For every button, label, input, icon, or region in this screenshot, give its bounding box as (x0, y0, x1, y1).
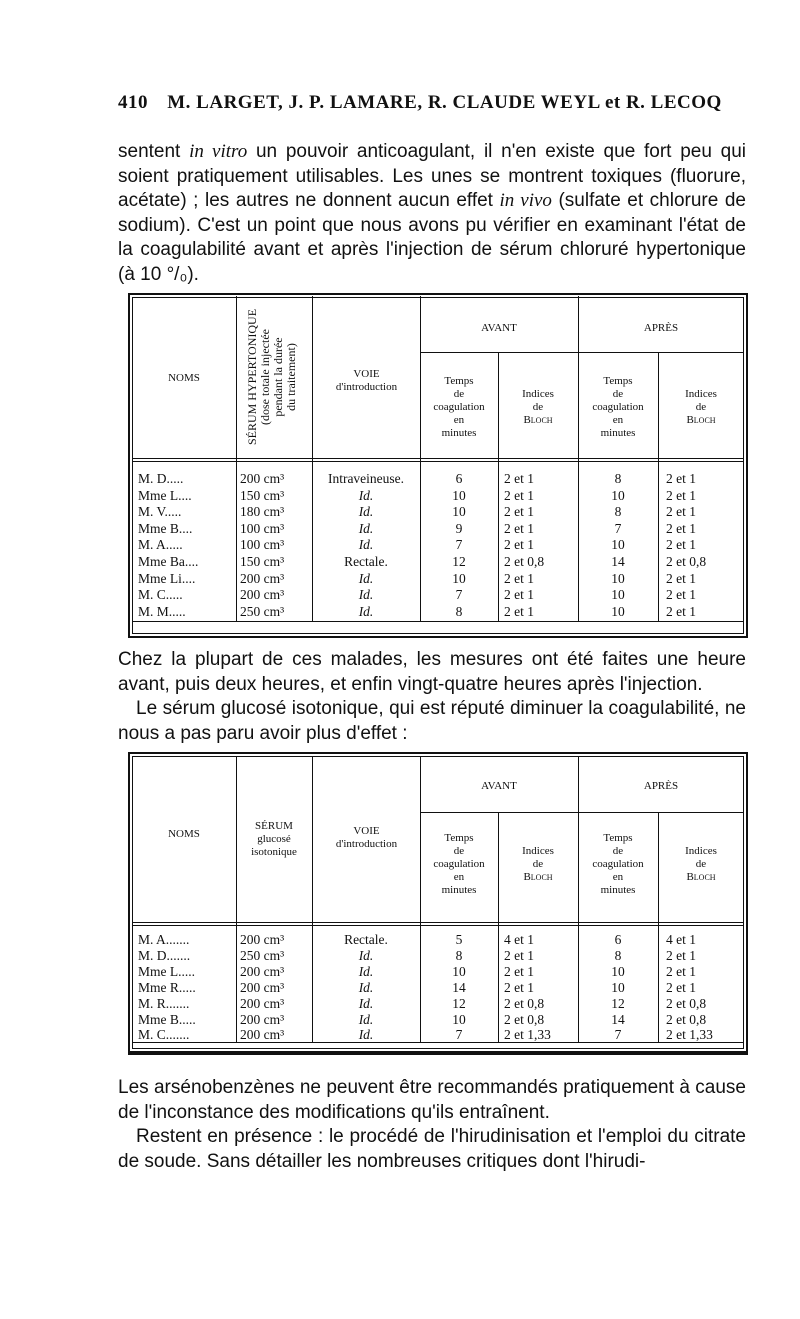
cell-voie: Id. (358, 504, 374, 520)
cell-i2: 2 et 1 (666, 520, 696, 536)
cell-nom: Mme R..... (138, 979, 196, 995)
cell-nom: Mme Ba.... (138, 554, 199, 569)
cell-nom: M. A..... (138, 537, 183, 553)
t2-temps2-l4: en (612, 871, 624, 883)
table1-frame (128, 293, 748, 638)
table1-serum-line-3: pendant la durée (271, 337, 285, 417)
cell-voie: Id. (358, 963, 374, 979)
cell-nom: Mme Li.... (138, 570, 196, 586)
cell-nom: Mme B.... (138, 520, 193, 536)
t1-temps2-l5: minutes (600, 427, 636, 439)
table2-apres-temps (578, 832, 658, 897)
page-number: 410 (118, 92, 148, 113)
cell-i1: 2 et 1 (504, 947, 534, 963)
cell-i2: 2 et 1 (666, 603, 696, 619)
table1-header-rule-2 (132, 461, 744, 462)
cell-t2: 10 (611, 603, 625, 619)
cell-voie: Id. (358, 520, 374, 536)
t2-ind2-l2: de (695, 858, 707, 870)
cell-serum: 200 cm³ (240, 963, 285, 979)
cell-t2: 12 (611, 995, 625, 1011)
cell-i2: 2 et 1 (666, 963, 696, 979)
cell-voie: Id. (358, 570, 374, 586)
cell-voie: Id. (358, 587, 374, 603)
table1-col-noms: NOMS (168, 372, 200, 384)
cell-t1: 6 (455, 471, 463, 486)
t1-temps2-l1: Temps (603, 375, 633, 387)
t1-ind2-l2: de (695, 401, 707, 413)
cell-serum: 200 cm³ (240, 587, 285, 603)
cell-i1: 2 et 1 (504, 979, 534, 995)
cell-i2: 2 et 1 (666, 537, 696, 553)
table1-col-serum (240, 300, 310, 456)
cell-t1: 7 (455, 537, 463, 553)
cell-serum: 200 cm³ (240, 1027, 285, 1043)
cell-nom: M. C....... (138, 1027, 190, 1043)
t1-temps-l4: en (453, 414, 465, 426)
table2-header-rule (132, 922, 744, 923)
cell-voie: Id. (358, 1011, 374, 1027)
t2-ind-l1: Indices (522, 845, 554, 857)
t2-temps-l2: de (453, 845, 465, 857)
cell-nom: Mme B..... (138, 1011, 196, 1027)
cell-i2: 2 et 1 (666, 587, 696, 603)
t2-ind2-l1: Indices (685, 845, 717, 857)
cell-serum: 250 cm³ (240, 947, 285, 963)
cell-nom: M. R....... (138, 995, 190, 1011)
t1-temps2-l2: de (612, 388, 624, 400)
cell-i2: 2 et 1 (666, 504, 696, 520)
cell-i2: 2 et 0,8 (666, 1011, 707, 1027)
t2-serum-l1: SÉRUM (255, 820, 293, 832)
cell-t1: 12 (452, 554, 466, 569)
cell-serum: 100 cm³ (240, 520, 285, 536)
table2-header-rule-2 (132, 925, 744, 926)
t1-temps-l2: de (453, 388, 465, 400)
cell-voie: Id. (358, 487, 374, 503)
table2-group-avant: AVANT (481, 780, 517, 792)
table1-avant-temps (420, 375, 498, 440)
table2-bottom-rule (132, 1042, 744, 1043)
t2-temps2-l2: de (612, 845, 624, 857)
cell-t2: 14 (611, 554, 625, 569)
paragraph-2 (118, 648, 746, 746)
cell-nom: M. A....... (138, 932, 190, 947)
t1-ind-l1: Indices (522, 388, 554, 400)
paragraph-1 (118, 140, 746, 287)
cell-voie: Id. (358, 1027, 374, 1043)
cell-serum: 200 cm³ (240, 570, 285, 586)
cell-t1: 8 (455, 947, 463, 963)
para1-italic-a: in vitro (189, 141, 248, 162)
para1-italic-b: in vivo (499, 190, 552, 211)
t2-temps-l4: en (453, 871, 465, 883)
t2-temps2-l1: Temps (603, 832, 633, 844)
t1-temps-l1: Temps (444, 375, 474, 387)
cell-i1: 2 et 0,8 (504, 1011, 545, 1027)
table2-group-rule (420, 812, 744, 813)
cell-i2: 2 et 1 (666, 947, 696, 963)
para2-sentence-b: Le sérum glucosé isotonique, qui est réputé diminuer la coagulabilité, ne nous a pas paru avoir plus d'effet : (118, 698, 746, 744)
cell-nom: Mme L..... (138, 963, 195, 979)
cell-voie: Id. (358, 979, 374, 995)
t2-temps2-l3: coagulation (592, 858, 644, 870)
table1-header-rule (132, 458, 744, 459)
cell-t2: 10 (611, 487, 625, 503)
cell-serum: 250 cm³ (240, 603, 285, 619)
cell-i2: 2 et 1 (666, 471, 696, 486)
cell-voie: Rectale. (344, 554, 388, 569)
cell-nom: M. D....... (138, 947, 191, 963)
cell-t1: 14 (452, 979, 466, 995)
cell-voie: Intraveineuse. (327, 471, 405, 486)
table1-apres-temps (578, 375, 658, 440)
cell-i1: 2 et 1 (504, 603, 534, 619)
cell-i1: 2 et 1 (504, 537, 534, 553)
cell-voie: Id. (358, 995, 374, 1011)
cell-i1: 2 et 1 (504, 963, 534, 979)
cell-nom: Mme L.... (138, 487, 192, 503)
cell-serum: 200 cm³ (240, 979, 285, 995)
t2-temps-l3: coagulation (433, 858, 485, 870)
para1-text-a: sentent (118, 141, 190, 162)
t2-serum-l2: glucosé (257, 833, 291, 845)
t1-temps-l5: minutes (441, 427, 477, 439)
cell-t2: 7 (614, 1027, 622, 1043)
cell-t2: 6 (614, 932, 622, 947)
t2-ind2-l3: Bloch (686, 871, 716, 883)
table2-apres-indices (658, 845, 744, 884)
cell-serum: 150 cm³ (240, 554, 285, 569)
cell-voie: Id. (358, 603, 374, 619)
table1-group-rule (420, 352, 744, 353)
para3-sentence-a: Les arsénobenzènes ne peuvent être recommandés pratiquement à cause de l'inconstance des modifications qu'ils entraînent. (118, 1077, 746, 1123)
cell-t1: 10 (452, 504, 466, 520)
cell-i1: 2 et 1 (504, 587, 534, 603)
cell-serum: 180 cm³ (240, 504, 285, 520)
cell-voie: Rectale. (344, 932, 388, 947)
cell-i1: 2 et 1,33 (504, 1027, 551, 1043)
t2-temps-l1: Temps (444, 832, 474, 844)
t2-ind-l2: de (532, 858, 544, 870)
table2-vline (236, 756, 237, 1042)
table1-vline (236, 296, 237, 621)
table1-apres-indices (658, 388, 744, 427)
cell-t2: 7 (614, 520, 622, 536)
cell-t2: 8 (614, 504, 622, 520)
table1-group-apres: APRÈS (643, 322, 679, 334)
cell-i1: 2 et 1 (504, 504, 534, 520)
cell-i2: 2 et 1 (666, 570, 696, 586)
t2-voie-l1: VOIE (353, 825, 380, 837)
table1-col-voie (313, 368, 420, 394)
cell-i1: 4 et 1 (504, 932, 534, 947)
cell-t1: 10 (452, 487, 466, 503)
cell-i1: 2 et 1 (504, 487, 534, 503)
cell-t1: 7 (455, 587, 463, 603)
t1-ind-l2: de (532, 401, 544, 413)
table2-avant-temps (420, 832, 498, 897)
cell-nom: M. M..... (138, 603, 186, 619)
cell-i2: 2 et 1 (666, 487, 696, 503)
cell-t2: 10 (611, 537, 625, 553)
cell-voie: Id. (358, 947, 374, 963)
cell-t1: 10 (452, 1011, 466, 1027)
cell-i1: 2 et 1 (504, 570, 534, 586)
t1-temps2-l3: coagulation (592, 401, 644, 413)
cell-i1: 2 et 1 (504, 471, 534, 486)
cell-nom: M. V..... (138, 504, 182, 520)
t2-serum-l3: isotonique (251, 846, 297, 858)
cell-t1: 7 (455, 1027, 463, 1043)
para1-text-c: (sulfate et chlorure de sodium). C'est un point que nous avons pu vérifier en examinant l'état de la coagulabilité avant et après l'injection de sérum chloruré hypertonique (à 10 °/₀). (118, 190, 746, 285)
table1-serum-line-2: (dose totale injectée (258, 329, 272, 425)
running-header (118, 92, 738, 122)
t1-ind2-l3: Bloch (686, 414, 716, 426)
para2-sentence-a: Chez la plupart de ces malades, les mesures ont été faites une heure avant, puis deux heures, et enfin vingt-quatre heures après l'injection. (118, 649, 746, 695)
cell-t1: 5 (455, 932, 463, 947)
t2-temps2-l5: minutes (600, 884, 636, 896)
t2-voie-l2: d'introduction (335, 838, 398, 850)
authors: M. LARGET, J. P. LAMARE, R. CLAUDE WEYL et R. LECOQ (167, 92, 722, 113)
cell-t1: 10 (452, 963, 466, 979)
cell-i2: 4 et 1 (666, 932, 696, 947)
table1-serum-line-1: SÉRUM HYPERTONIQUE (245, 308, 259, 446)
cell-i2: 2 et 0,8 (666, 995, 707, 1011)
cell-t1: 8 (455, 603, 463, 619)
paragraph-3 (118, 1076, 746, 1174)
cell-t1: 12 (452, 995, 466, 1011)
t1-ind2-l1: Indices (685, 388, 717, 400)
cell-t2: 10 (611, 587, 625, 603)
table1-serum-line-4: du traitement) (284, 343, 298, 411)
cell-t2: 10 (611, 979, 625, 995)
cell-t2: 10 (611, 963, 625, 979)
cell-i1: 2 et 0,8 (504, 995, 545, 1011)
table1-voie-line-1: VOIE (353, 368, 380, 380)
table2-col-noms: NOMS (168, 828, 200, 840)
table1-bottom-rule (132, 621, 744, 622)
t1-temps2-l4: en (612, 414, 624, 426)
cell-t2: 8 (614, 947, 622, 963)
t2-ind-l3: Bloch (523, 871, 553, 883)
cell-t2: 8 (614, 471, 622, 486)
cell-serum: 200 cm³ (240, 471, 285, 486)
table1-avant-indices (498, 388, 578, 427)
cell-serum: 200 cm³ (240, 995, 285, 1011)
cell-i2: 2 et 1,33 (666, 1027, 713, 1043)
cell-i1: 2 et 1 (504, 520, 534, 536)
table2-col-serum (236, 820, 312, 859)
cell-nom: M. C..... (138, 587, 183, 603)
t1-ind-l3: Bloch (523, 414, 553, 426)
table1-group-avant: AVANT (481, 322, 517, 334)
cell-nom: M. D..... (138, 471, 184, 486)
cell-serum: 200 cm³ (240, 1011, 285, 1027)
cell-i2: 2 et 1 (666, 979, 696, 995)
table2-avant-indices (498, 845, 578, 884)
cell-t1: 9 (455, 520, 463, 536)
cell-serum: 150 cm³ (240, 487, 285, 503)
table2-group-apres: APRÈS (643, 780, 679, 792)
t1-temps-l3: coagulation (433, 401, 485, 413)
cell-i1: 2 et 0,8 (504, 554, 545, 569)
cell-t1: 10 (452, 570, 466, 586)
para1-text-b: un pouvoir anticoagulant, il n'en existe que fort peu qui soient pratiquement utilisables. Les unes se montrent toxiques (fluorure, acétate) ; les autres ne donnent aucun effet (118, 141, 746, 211)
para3-sentence-b: Restent en présence : le procédé de l'hirudinisation et l'emploi du citrate de soude. Sans détailler les nombreuses critiques dont l'hirudi- (118, 1126, 746, 1172)
cell-serum: 200 cm³ (240, 932, 285, 947)
cell-voie: Id. (358, 537, 374, 553)
cell-t2: 14 (611, 1011, 625, 1027)
cell-i2: 2 et 0,8 (666, 554, 707, 569)
cell-t2: 10 (611, 570, 625, 586)
table2-col-voie (313, 825, 420, 851)
t2-temps-l5: minutes (441, 884, 477, 896)
table1-voie-line-2: d'introduction (335, 381, 398, 393)
cell-serum: 100 cm³ (240, 537, 285, 553)
